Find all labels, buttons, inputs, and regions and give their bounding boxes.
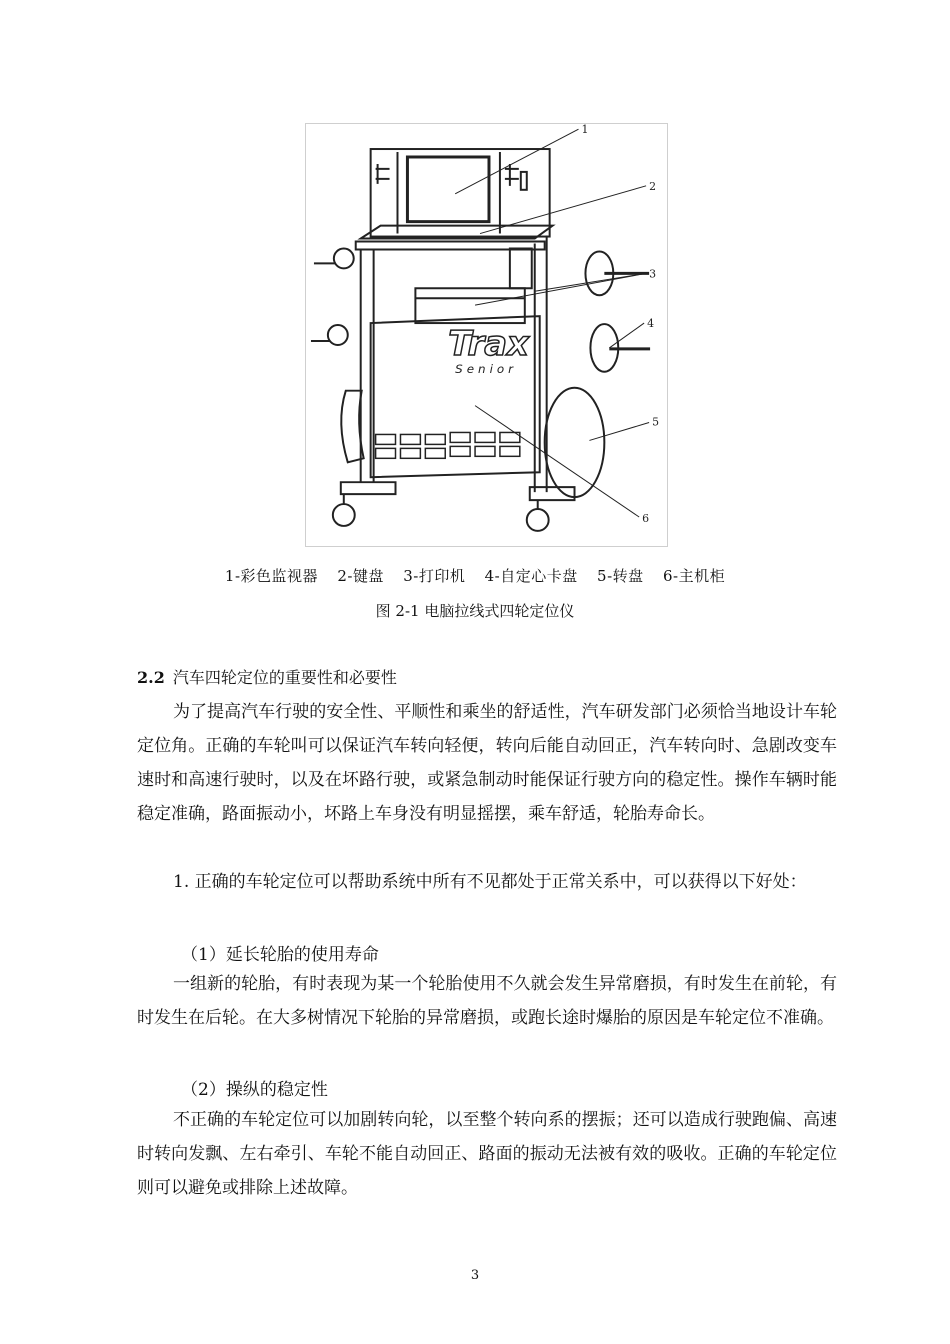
section-title: 汽车四轮定位的重要性和必要性 (172, 668, 397, 687)
clamp-left-upper (334, 248, 354, 268)
figure-caption: 图 2-1 电脑拉线式四轮定位仪 (375, 602, 575, 620)
wheel-aligner-drawing (306, 124, 667, 546)
callout-6: 6 (642, 511, 650, 525)
brand-sub: Senior (455, 361, 518, 376)
caster-wheel-right (527, 509, 549, 531)
vent-grid (376, 432, 520, 458)
callout-5: 5 (652, 415, 660, 429)
paragraph-2: 1. 正确的车轮定位可以帮助系统中所有不见都处于正常关系中，可以获得以下好处： (173, 872, 807, 892)
page-number: 3 (470, 1268, 480, 1283)
paragraph-4: 不正确的车轮定位可以加剧转向轮，以至整个转向系的摆振；还可以造成行驶跑偏、高速时转向发飘、左右牵引、车轮不能自动回正、路面的振动无法被有效的吸收。正确的车轮定位则可以避免或排除上述故障。 (137, 1110, 837, 1198)
clamp-left-lower (328, 325, 348, 345)
callout-3: 3 (649, 267, 657, 281)
paragraph-3: 一组新的轮胎，有时表现为某一个轮胎使用不久就会发生异常磨损，有时发生在前轮，有时发生在后轮。在大多树情况下轮胎的异常磨损，或跑长途时爆胎的原因是车轮定位不准确。 (137, 974, 837, 1028)
figure-legend (0, 565, 950, 586)
legend-item: 5-转盘 (597, 567, 644, 585)
subheading-1: （1）延长轮胎的使用寿命 (181, 945, 379, 965)
figure-image (305, 123, 668, 547)
legend-item: 6-主机柜 (662, 567, 726, 585)
legend-item: 4-自定心卡盘 (484, 567, 578, 585)
legend-item: 1-彩色监视器 (224, 567, 319, 585)
caster-wheel-left (333, 504, 355, 526)
turntable-right (545, 388, 605, 497)
subheading-2: （2）操纵的稳定性 (181, 1080, 328, 1100)
legend-item: 2-键盘 (337, 567, 384, 585)
paragraph-1: 为了提高汽车行驶的安全性、平顺性和乘坐的舒适性，汽车研发部门必须恰当地设计车轮定位角。正确的车轮叫可以保证汽车转向轻便，转向后能自动回正，汽车转向时、急剧改变车速时和高速行驶时，以及在坏路行驶，或紧急制动时能保证行驶方向的稳定性。操作车辆时能稳定准确，路面振动小，坏路上车身没有明显摇摆，乘车舒适，轮胎寿命长。 (137, 702, 837, 824)
brand-logo: Trax (448, 323, 529, 363)
monitor-screen (407, 157, 489, 222)
section-heading (137, 665, 397, 688)
callout-4: 4 (647, 317, 655, 331)
legend-item: 3-打印机 (403, 567, 466, 585)
section-number: 2.2 (137, 668, 165, 687)
callout-2: 2 (649, 179, 657, 193)
callout-1: 1 (581, 124, 589, 137)
